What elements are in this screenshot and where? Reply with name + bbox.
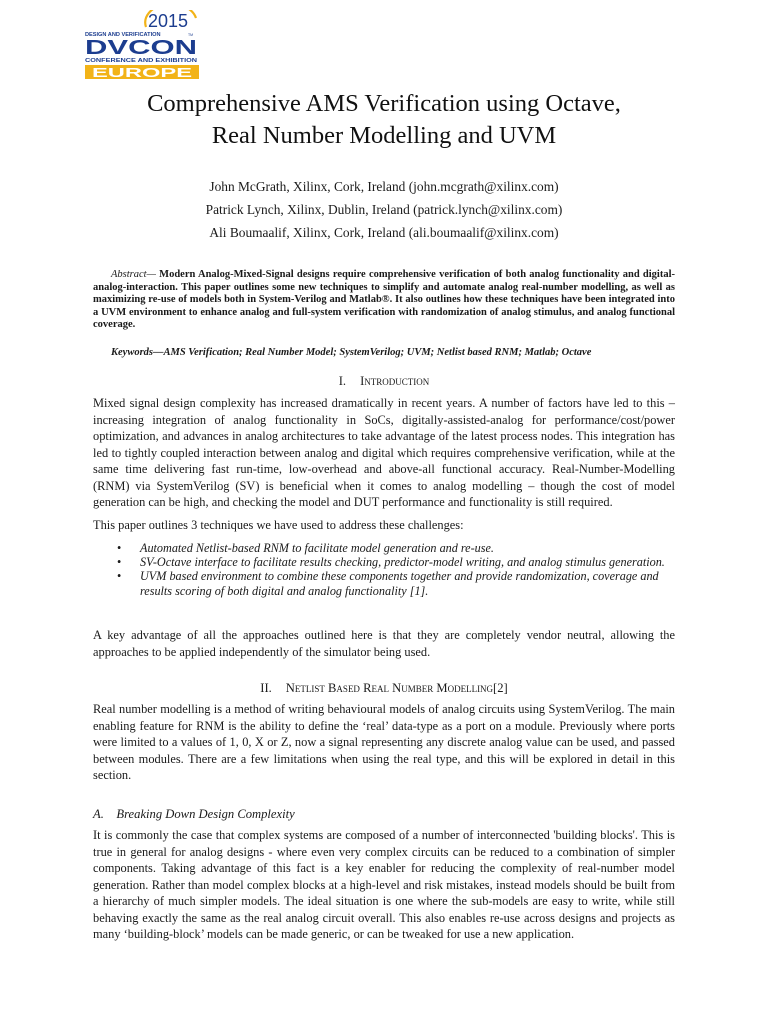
logo-year: 2015 — [148, 11, 189, 31]
keywords: Keywords—AMS Verification; Real Number Model; SystemVerilog; UVM; Netlist based RNM; Matlab; Octave — [111, 347, 592, 358]
section-number: II. — [260, 681, 272, 695]
section-title: Introduction — [360, 374, 430, 388]
dvcon-europe-2015-logo — [84, 10, 206, 80]
section-heading-introduction — [40, 374, 728, 389]
paper-title — [40, 88, 728, 152]
section-heading-netlist-rnm — [40, 681, 728, 696]
section-number: I. — [338, 374, 347, 388]
rnm-paragraph-1: Real number modelling is a method of writing behavioural models of analog circuits using SystemVerilog. The main enabling feature for RNM is the ability to define the ‘real’ data-type as a port on a module. Previously where ports were limited to a values of 1, 0, X or Z, now a signal representing any discrete analog value can be used, and passed between modules. There are a few limitations when using the real type, and this will be explored in detail in this section. — [93, 702, 675, 782]
list-item: • Automated Netlist-based RNM to facilitate model generation and re-use. — [117, 541, 494, 555]
author-1: John McGrath, Xilinx, Cork, Ireland (john.mcgrath@xilinx.com) — [209, 179, 559, 194]
logo-region: EUROPE — [92, 66, 192, 80]
author-3: Ali Boumaalif, Xilinx, Cork, Ireland (ali.boumaalif@xilinx.com) — [209, 225, 559, 240]
logo-tagline: DESIGN AND VERIFICATION — [85, 32, 161, 38]
intro-paragraph-1: Mixed signal design complexity has increased dramatically in recent years. A number of factors have led to this – increasing integration of analog functionality in SoCs, digitally-assisted-analog for performance/cost/power optimization, and advances in analog architectures to take advantage of the latest process nodes. This integration has led to tightly coupled interaction between analog and digital which requires comprehensive verification, while at the same time delivering fast run-time, low-overhead and above-all functional accuracy. Real-Number-Modelling (RNM) via SystemVerilog (SV) is beneficial when it comes to analog modelling – though the cost of model generation can be high, and checking the model and DUT performance and functionality is still required. — [93, 396, 675, 509]
bullet-icon: • — [117, 569, 122, 584]
abstract-text: Modern Analog-Mixed-Signal designs require comprehensive verification of both analog functionality and digital-analog-interaction. This paper outlines some new techniques to simplify and automate analog real-number modelling, as well as maximizing re-use of models both in System-Verilog and Matlab®. It also outlines how these techniques have been integrated into a UVM environment to enhance analog and full-system verification with randomization of analog stimulus, and analog functional coverage. — [93, 269, 675, 331]
title-line-1: Comprehensive AMS Verification using Octave, — [147, 90, 621, 117]
subsection-heading: A. Breaking Down Design Complexity — [93, 807, 295, 821]
section-title: Netlist Based Real Number Modelling[2] — [285, 681, 508, 695]
bullet-icon: • — [117, 555, 122, 570]
abstract — [93, 269, 675, 332]
list-item: • SV-Octave interface to facilitate results checking, predictor-model writing, and analog stimulus generation. — [117, 555, 665, 570]
technique-list — [93, 541, 675, 598]
rnm-paragraph-2: It is commonly the case that complex systems are composed of a number of interconnected 'building blocks'. This is true in general for analog designs - where even very complex circuits can be reduced to a combination of simpler components. Taking advantage of this fact is a key enabler for reducing the complexity of real-number model generation. Rather than model complex blocks at a high-level and risk mistakes, instead models should be built from a hierarchy of much simpler models. The ideal situation is one where the sub-models are easy to write, while still behaving exactly the same as the real analog circuit overall. This also enables re-use across designs and projects as many ‘building-block’ models can be made generic, or can be tweaked for use a new application. — [93, 828, 675, 941]
abstract-lead: Abstract— — [111, 269, 156, 280]
bullet-icon: • — [117, 541, 122, 555]
intro-paragraph-2: This paper outlines 3 techniques we have used to address these challenges: — [93, 518, 464, 532]
logo-subtitle: CONFERENCE AND EXHIBITION — [85, 58, 198, 64]
list-item: • UVM based environment to combine these components together and provide randomization, coverage and results scoring of both digital and analog functionality [1]. — [117, 569, 659, 598]
title-line-2: Real Number Modelling and UVM — [211, 122, 557, 149]
logo-tm: TM — [188, 33, 194, 37]
author-list — [60, 175, 708, 244]
logo-brand: DVCON — [85, 37, 197, 59]
intro-paragraph-3: A key advantage of all the approaches outlined here is that they are completely vendor neutral, allowing the approaches to be applied independently of the simulator being used. — [93, 628, 675, 659]
author-2: Patrick Lynch, Xilinx, Dublin, Ireland (patrick.lynch@xilinx.com) — [205, 202, 563, 217]
